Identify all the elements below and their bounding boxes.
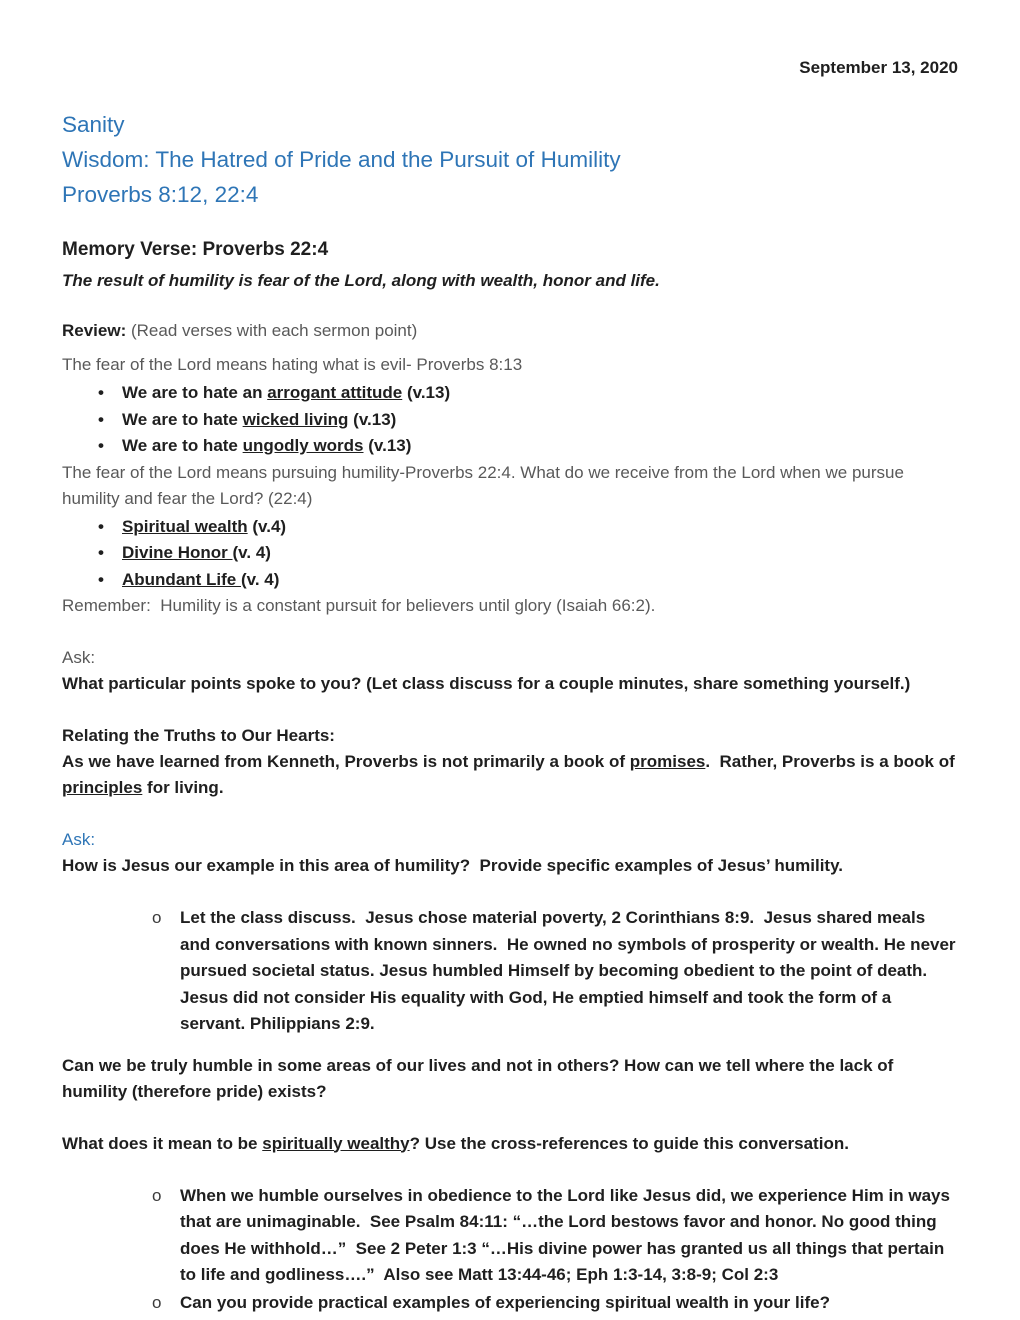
list-item — [62, 540, 958, 567]
relating-paragraph — [62, 749, 958, 801]
title-block — [62, 107, 958, 212]
hate-bullet-list — [62, 380, 958, 460]
humble-question: Can we be truly humble in some areas of our lives and not in others? How can we tell where the lack of humility (therefore pride) exists? — [62, 1055, 899, 1101]
bullet-text: (v. 4) — [232, 543, 271, 562]
relating-heading: Relating the Truths to Our Hearts: — [62, 726, 335, 745]
wealthy-question — [62, 1131, 958, 1157]
bullet-underlined-text: Divine Honor — [122, 543, 233, 562]
ask-label-1: Ask: — [62, 648, 96, 667]
title-line-1: Sanity — [62, 112, 125, 137]
bullet-text: We are to hate — [122, 409, 243, 429]
bullet-text: (v.13) — [363, 436, 412, 455]
ask-question-2: How is Jesus our example in this area of humility? Provide specific examples of Jesus’ humility. — [62, 856, 843, 875]
list-item — [62, 567, 958, 594]
bullet-underlined-text: wicked living — [242, 409, 349, 429]
bullet-text: We are to hate — [122, 436, 243, 455]
paragraph-text: ? Use the cross-references to guide this conversation. — [409, 1133, 849, 1153]
bullet-underlined-text: Spiritual wealth — [122, 516, 248, 536]
bullet-underlined-text: ungodly words — [242, 436, 364, 455]
review-intro: The fear of the Lord means hating what is evil- Proverbs 8:13 — [62, 355, 523, 374]
bullet-underlined-text: arrogant attitude — [267, 383, 403, 402]
review-label-line — [62, 318, 958, 344]
ask-label-2: Ask: — [62, 830, 96, 849]
paragraph-text: . Rather, Proverbs is a book of — [705, 752, 960, 771]
bullet-text: (v. 4) — [240, 569, 280, 589]
underlined-phrase-spiritually-wealthy: spiritually wealthy — [262, 1133, 410, 1153]
list-item — [62, 514, 958, 541]
underlined-word-principles: principles — [62, 778, 143, 797]
ask-question-1: What particular points spoke to you? (Let class discuss for a couple minutes, share something yourself.) — [62, 674, 911, 693]
pursue-paragraph: The fear of the Lord means pursuing humility-Proverbs 22:4. What do we receive from the Lord when we pursue humility and fear the Lord? (22:4) — [62, 462, 909, 508]
document-date: September 13, 2020 — [799, 58, 958, 77]
title-line-3: Proverbs 8:12, 22:4 — [62, 182, 259, 207]
sub-bullet-item: o Let the class discuss. Jesus chose material poverty, 2 Corinthians 8:9. Jesus shared meals and conversations with known sinners. He owned no symbols of prosperity or wealth. He never pursued societal status. Jesus humbled Himself by becoming obedient to the point of death. Jesus did not consider His equality with God, He emptied himself and took the form of a servant. Philippians 2:9. — [62, 905, 958, 1038]
sub-bullet-item: o Can you provide practical examples of experiencing spiritual wealth in your life? — [62, 1290, 958, 1317]
list-item — [62, 380, 958, 407]
bullet-text: (v.13) — [348, 409, 397, 429]
jesus-discussion-list — [62, 905, 961, 1038]
spacer — [62, 1039, 958, 1053]
list-item — [62, 433, 958, 460]
title-line-2: Wisdom: The Hatred of Pride and the Pursuit of Humility — [62, 147, 621, 172]
wealth-discussion-list — [62, 1183, 958, 1317]
bullet-text: (v.13) — [402, 383, 451, 402]
review-label-rest: (Read verses with each sermon point) — [126, 321, 418, 340]
list-item — [62, 407, 958, 434]
paragraph-text: As we have learned from Kenneth, Proverbs is not primarily a book of — [62, 752, 630, 771]
underlined-word-promises: promises — [629, 752, 706, 771]
bullet-text: (v.4) — [247, 516, 287, 536]
paragraph-text: What does it mean to be — [62, 1133, 263, 1153]
receive-bullet-list — [62, 514, 958, 594]
bullet-underlined-text: Abundant Life — [122, 569, 241, 589]
review-label: Review: — [62, 321, 127, 340]
paragraph-text: for living. — [142, 778, 224, 797]
remember-line: Remember: Humility is a constant pursuit for believers until glory (Isaiah 66:2). — [62, 596, 656, 615]
memory-verse-heading: Memory Verse: Proverbs 22:4 — [62, 239, 329, 260]
memory-verse-text: The result of humility is fear of the Lord, along with wealth, honor and life. — [62, 271, 660, 290]
bullet-text: We are to hate an — [122, 383, 268, 402]
sub-bullet-item: o When we humble ourselves in obedience to the Lord like Jesus did, we experience Him in ways that are unimaginable. See Psalm 84:11: “…the Lord bestows favor and honor. No good thing does He withhold…” See 2 Peter 1:3 “…His divine power has granted us all things that pertain to life and godliness….” Also see Matt 13:44-46; Eph 1:3-14, 3:8-9; Col 2:3 — [62, 1183, 958, 1289]
